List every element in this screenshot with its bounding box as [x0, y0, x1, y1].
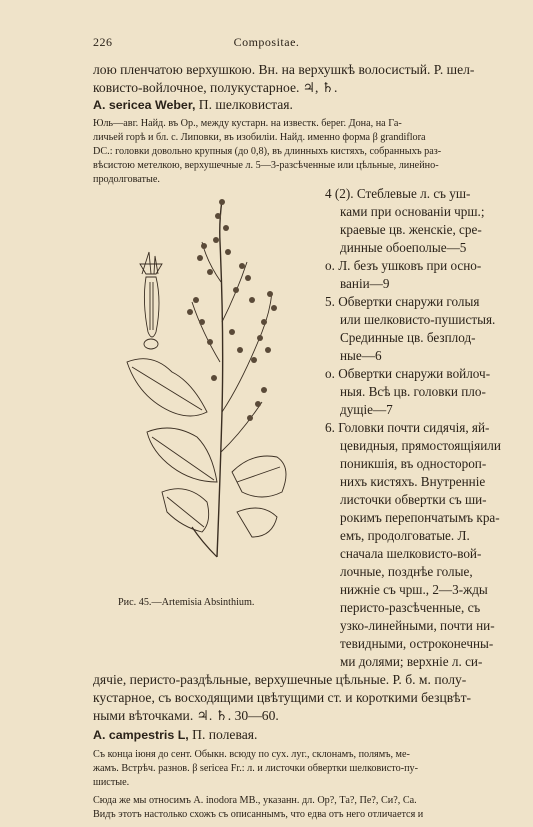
artemisia-illustration: [92, 182, 307, 592]
running-title: Compositae.: [233, 35, 300, 49]
species-name: A. sericea Weber,: [93, 98, 196, 112]
key-line: или шелковисто-пушистыя.: [340, 312, 496, 327]
note-line: личьей горѣ и бл. с. Липовки, въ изобиліи. Найд. именно форма β grandiflora: [93, 132, 426, 143]
species-common-name: П. шелковистая.: [195, 97, 293, 112]
key-line: сначала шелковисто-вой-: [340, 546, 482, 561]
key-line: нижніе съ чрш., 2—3-жды: [340, 582, 488, 597]
note-line: вѣсистою метелкою, верхушечные л. 5—3-разсѣченные или цѣльные, линейно-: [93, 160, 439, 171]
key-line: ныя. Всѣ цв. головки пло-: [340, 384, 486, 399]
key-line: краевые цв. женскіе, сре-: [340, 222, 482, 237]
key-line: ками при основаніи чрш.;: [340, 204, 485, 219]
key-line: цевидныя, прямостоящіяили: [340, 438, 501, 453]
figure-caption: Рис. 45.—Artemisia Absinthium.: [118, 597, 255, 608]
note-line: Юль—авг. Найд. въ Ор., между кустарн. на известк. берег. Дона, на Га-: [93, 118, 402, 129]
note-line: Съ конца іюня до сент. Обыкн. всюду по сух. луг., склонамъ, полямъ, ме-: [93, 749, 410, 760]
flower-heads: [187, 199, 277, 421]
text-line: дячіе, перисто-раздѣльные, верхушечные цѣльные. Р. б. м. полу-: [93, 672, 467, 687]
key-line: узко-линейными, почти ни-: [340, 618, 495, 633]
key-line: емъ, продолговатые. Л.: [340, 528, 470, 543]
key-line: дущіе—7: [340, 402, 393, 417]
note-line: жамъ. Встрѣч. разнов. β sericea Fr.: л. и листочки обвертки шелковисто-пу-: [93, 763, 419, 774]
note-line: DC.: головки довольно крупныя (до 0,8), въ длинныхъ кистяхъ, собранныхъ раз-: [93, 146, 442, 157]
key-line: лочные, позднѣе голые,: [340, 564, 473, 579]
key-line: 5. Обвертки снаружи голыя: [325, 294, 480, 309]
text-line: ными вѣточками. ♃. ♄. 30—60.: [93, 708, 279, 723]
note-line: продолговатые.: [93, 174, 160, 185]
key-line: о. Обвертки снаружи войлоч-: [325, 366, 491, 381]
key-line: динные обоеполые—5: [340, 240, 467, 255]
key-line: тевидными, остроконечны-: [340, 636, 494, 651]
note-line: Сюда же мы относимъ A. inodora MB., указанн. дл. Ор?, Та?, Пе?, Си?, Са.: [93, 795, 417, 806]
note-line: Видъ этотъ настолько схожъ съ описаннымъ, что едва отъ него отличается и: [93, 809, 424, 820]
page-number: 226: [93, 35, 113, 49]
key-line: Срединные цв. безплод-: [340, 330, 476, 345]
text-line: ковисто-войлочное, полукустарное. ♃, ♄.: [93, 80, 338, 95]
key-line: рокимъ перепончатымъ кра-: [340, 510, 500, 525]
key-line: нихъ кистяхъ. Внутренніе: [340, 474, 486, 489]
species-name: A. campestris L,: [93, 728, 189, 742]
key-line: ные—6: [340, 348, 382, 363]
note-line: шистые.: [93, 777, 130, 788]
text-line: кустарное, съ восходящими цвѣтущими ст. и короткими безцвѣт-: [93, 690, 472, 705]
key-line: ми долями; верхніе л. си-: [340, 654, 483, 669]
key-line: ваніи—9: [340, 276, 390, 291]
key-line: 6. Головки почти сидячія, яй-: [325, 420, 490, 435]
leaf-drawing: [127, 359, 286, 537]
species-heading: [93, 97, 293, 113]
key-line: перисто-разсѣченные, съ: [340, 600, 481, 615]
key-line: поникшія, въ одностороп-: [340, 456, 487, 471]
flower-detail-drawing: [140, 252, 162, 349]
text-line: лою пленчатою верхушкою. Вн. на верхушкѣ волосистый. P. шел-: [93, 62, 475, 77]
key-line: листочки обвертки съ ши-: [340, 492, 487, 507]
species-heading: [93, 727, 257, 743]
species-common-name: П. полевая.: [188, 727, 258, 742]
key-line: о. Л. безъ ушковъ при осно-: [325, 258, 482, 273]
key-line: 4 (2). Стеблевые л. съ уш-: [325, 186, 471, 201]
